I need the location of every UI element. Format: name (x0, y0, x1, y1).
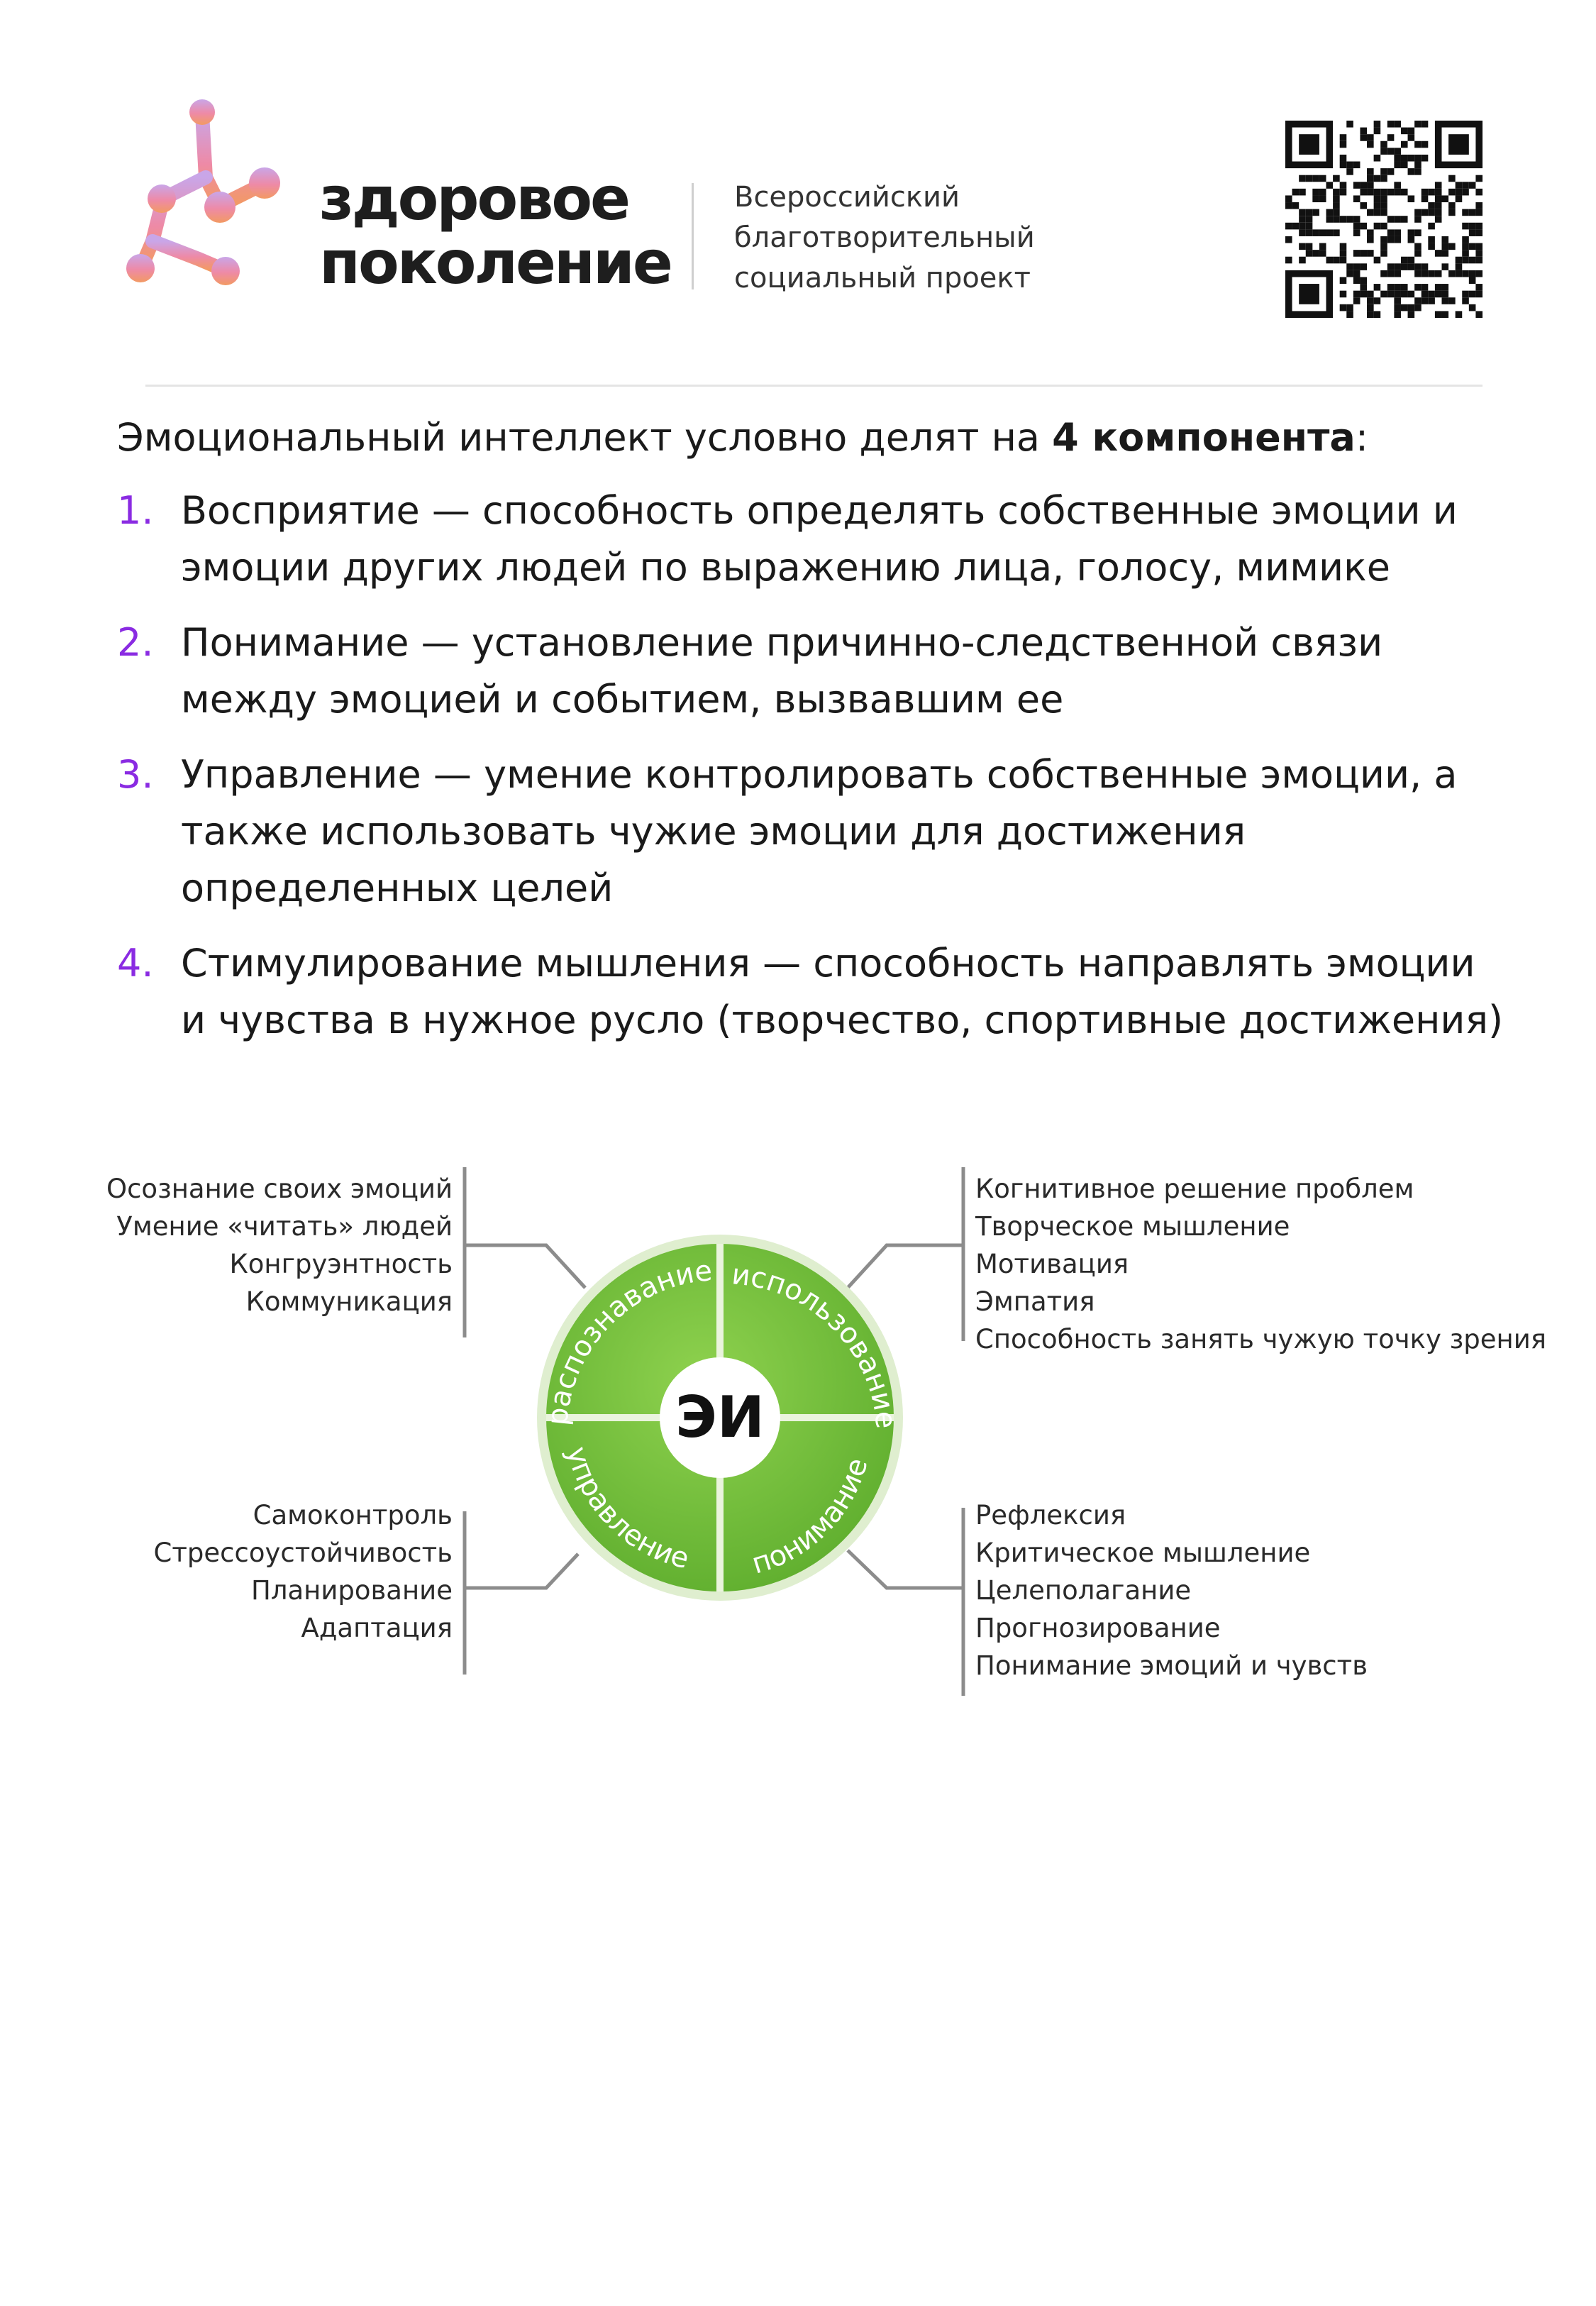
sector-label-bottom-left: управление (560, 1443, 693, 1576)
group-top-right-item: Способность занять чужую точку зрения (975, 1324, 1547, 1355)
sector-label-bottom-right: понимание (748, 1454, 875, 1581)
item-text: Стимулирование мышления — способность направлять эмоции и чувства в нужное русло (творчество, спортивные достижения) (181, 941, 1504, 1042)
group-top-right-item: Мотивация (975, 1249, 1129, 1279)
brand-line-1: здоровое (319, 164, 629, 233)
qr-code-icon[interactable] (1285, 121, 1483, 318)
group-bottom-right-item: Рефлексия (975, 1500, 1126, 1530)
sector-label-top-left: распознавание (541, 1254, 714, 1428)
list-item (117, 935, 1507, 1049)
sector-label-top-right: использование (730, 1258, 902, 1430)
group-bottom-right-item: Критическое мышление (975, 1538, 1311, 1568)
group-bottom-right-item: Целеполагание (975, 1575, 1192, 1606)
list-item (117, 482, 1507, 596)
group-top-right-item: Когнитивное решение проблем (975, 1174, 1414, 1204)
group-top-left-item: Коммуникация (245, 1286, 453, 1317)
header-rule (145, 385, 1483, 387)
tagline-line-3: социальный проект (734, 262, 1031, 294)
group-bottom-right-item: Прогнозирование (975, 1613, 1221, 1643)
intro-prefix: Эмоциональный интеллект условно делят на (117, 415, 1053, 460)
brand-line-2: поколение (319, 228, 671, 297)
item-number: 2. (117, 620, 154, 665)
brand-tagline (734, 177, 1035, 299)
tagline-line-2: благотворительный (734, 221, 1035, 254)
brand-logo-icon (121, 99, 284, 291)
item-number: 1. (117, 488, 154, 533)
ei-diagram (0, 1135, 1596, 1717)
group-bottom-left-item: Стрессоустойчивость (153, 1538, 453, 1568)
group-bottom-left-item: Планирование (251, 1575, 453, 1606)
group-top-right-item: Творческое мышление (975, 1211, 1290, 1242)
list-item (117, 614, 1507, 728)
group-bottom-left-item: Адаптация (301, 1613, 453, 1643)
item-text: Управление — умение контролировать собственные эмоции, а также использовать чужие эмоции для достижения определенных целей (181, 752, 1458, 910)
group-top-left-item: Умение «читать» людей (116, 1211, 453, 1242)
group-bottom-left-item: Самоконтроль (253, 1500, 453, 1530)
group-top-right-item: Эмпатия (975, 1286, 1095, 1317)
item-number: 3. (117, 752, 154, 797)
item-number: 4. (117, 941, 154, 986)
intro-suffix: : (1355, 415, 1369, 460)
center-label: ЭИ (675, 1384, 765, 1450)
item-text: Понимание — установление причинно-следственной связи между эмоцией и событием, вызвавшим ее (181, 620, 1383, 722)
components-list (117, 482, 1507, 1067)
group-top-left-item: Конгруэнтность (229, 1249, 453, 1279)
header-divider (692, 183, 694, 289)
brand-name (319, 164, 671, 297)
tagline-line-1: Всероссийский (734, 181, 960, 214)
group-top-left-item: Осознание своих эмоций (106, 1174, 453, 1204)
list-item (117, 746, 1507, 917)
intro-bold: 4 компонента (1052, 415, 1356, 460)
intro-sentence (117, 413, 1368, 463)
item-text: Восприятие — способность определять собственные эмоции и эмоции других людей по выражению лица, голосу, мимике (181, 488, 1458, 590)
group-bottom-right-item: Понимание эмоций и чувств (975, 1650, 1368, 1681)
